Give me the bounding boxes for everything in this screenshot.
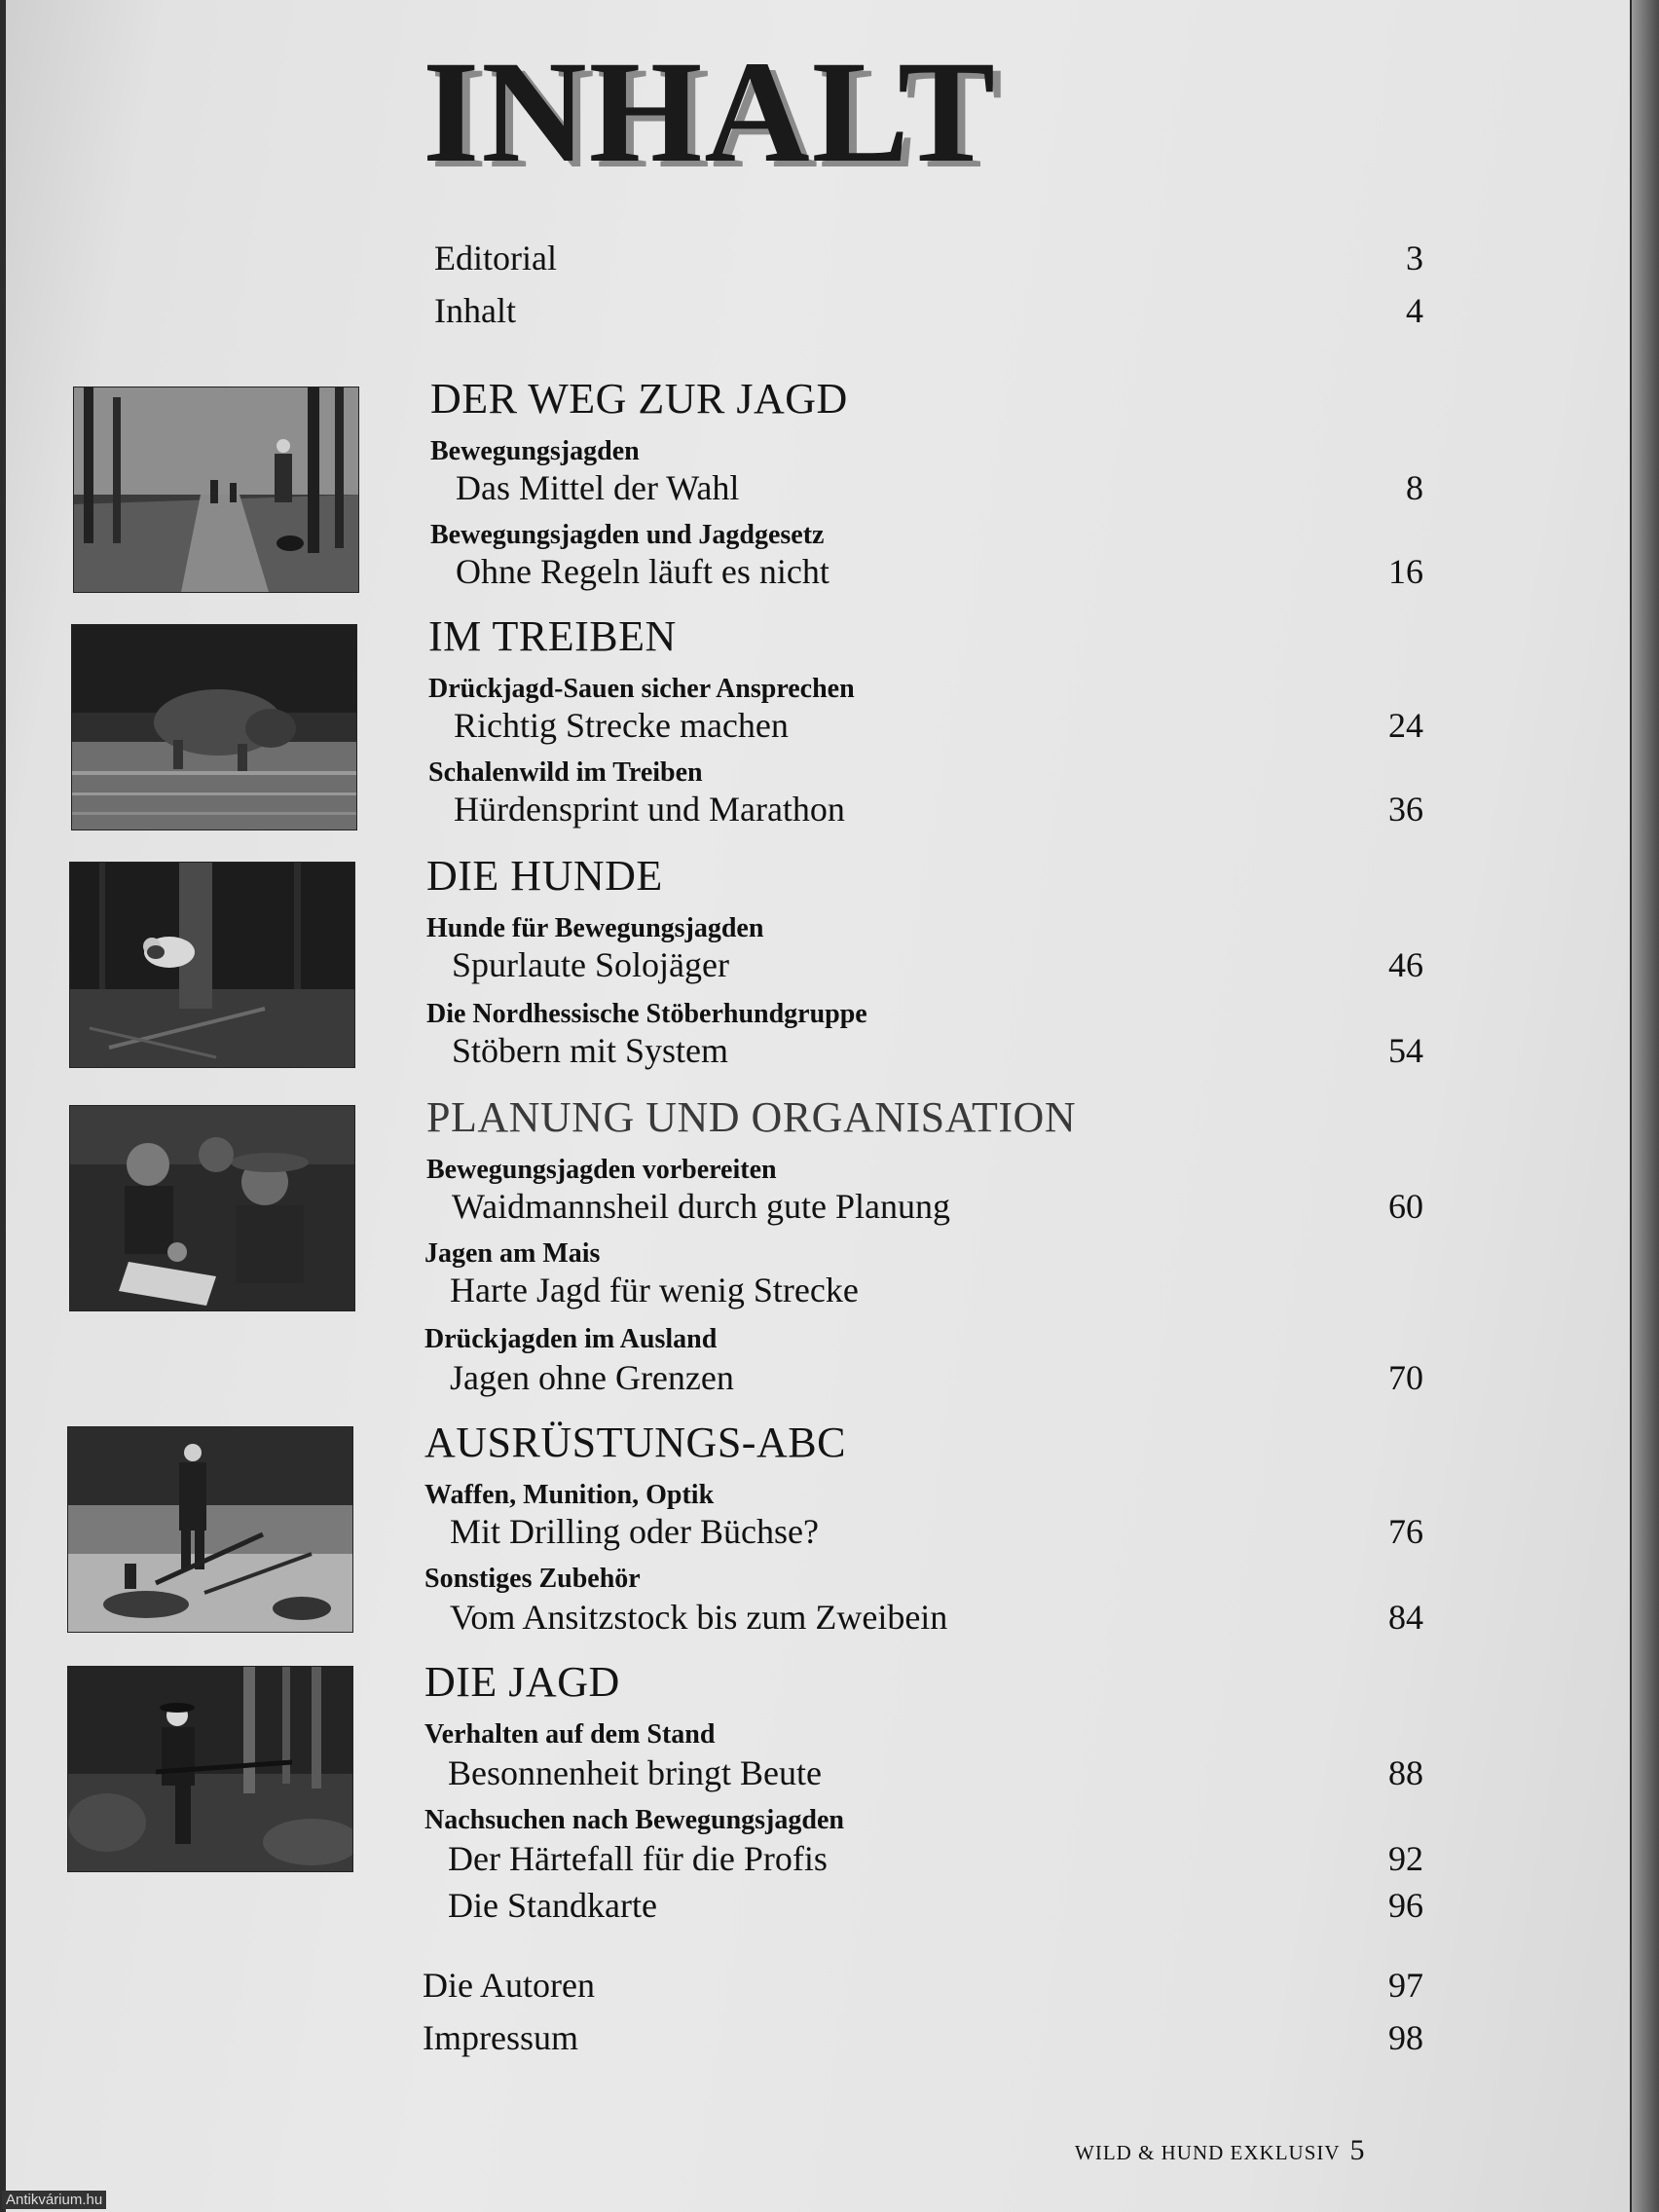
entry-title: Hürdensprint und Marathon: [454, 790, 845, 829]
page-title: INHALT: [423, 31, 998, 193]
toc-entry-article[interactable]: [6, 467, 1423, 514]
entry-page: 84: [1388, 1598, 1423, 1637]
entry-title: Mit Drilling oder Büchse?: [450, 1512, 819, 1551]
article-kicker: Waffen, Munition, Optik: [424, 1480, 715, 1510]
toc-entry-article[interactable]: [6, 1186, 1423, 1233]
toc-entry-article[interactable]: [6, 1030, 1423, 1077]
entry-title: Das Mittel der Wahl: [456, 468, 740, 507]
entry-page: 36: [1388, 790, 1423, 829]
article-kicker: Nachsuchen nach Bewegungsjagden: [424, 1805, 844, 1835]
entry-title: Spurlaute Solojäger: [452, 945, 729, 984]
article-kicker: Drückjagd-Sauen sicher Ansprechen: [428, 674, 855, 704]
entry-title: Der Härtefall für die Profis: [448, 1839, 828, 1878]
entry-page: 8: [1406, 468, 1423, 507]
publication-name: WILD & HUND EXKLUSIV: [1075, 2141, 1341, 2164]
entry-title: Inhalt: [434, 291, 516, 330]
entry-title: Vom Ansitzstock bis zum Zweibein: [450, 1598, 948, 1637]
toc-entry-article[interactable]: [6, 1885, 1423, 1932]
section-heading: DIE JAGD: [424, 1658, 620, 1706]
entry-title: Waidmannsheil durch gute Planung: [452, 1187, 950, 1226]
entry-title: Editorial: [434, 239, 557, 277]
section-heading: DIE HUNDE: [426, 852, 663, 900]
toc-entry-article[interactable]: [6, 1270, 1423, 1316]
article-kicker: Verhalten auf dem Stand: [424, 1719, 716, 1750]
toc-entry-article[interactable]: [6, 789, 1423, 835]
entry-page: 96: [1388, 1886, 1423, 1925]
entry-page: 76: [1388, 1512, 1423, 1551]
article-kicker: Bewegungsjagden: [430, 436, 640, 466]
entry-title: Die Autoren: [423, 1966, 595, 2005]
entry-title: Richtig Strecke machen: [454, 706, 789, 745]
toc-entry-editorial[interactable]: [434, 238, 1423, 284]
toc-entry-article[interactable]: [6, 1752, 1423, 1799]
article-kicker: Jagen am Mais: [424, 1238, 601, 1269]
toc-entry-article[interactable]: [6, 1357, 1423, 1404]
watermark: Antikvárium.hu: [2, 2191, 106, 2209]
entry-page: 92: [1388, 1839, 1423, 1878]
toc-entry-article[interactable]: [6, 1511, 1423, 1558]
toc-entry-autoren[interactable]: [423, 1965, 1423, 2011]
section-heading: IM TREIBEN: [428, 612, 677, 660]
page-footer: [1075, 2134, 1366, 2167]
toc-entry-article[interactable]: [6, 944, 1423, 991]
entry-page: 3: [1406, 239, 1423, 277]
entry-title: Jagen ohne Grenzen: [450, 1358, 734, 1397]
entry-page: 24: [1388, 706, 1423, 745]
section-heading: DER WEG ZUR JAGD: [430, 375, 848, 423]
entry-title: Besonnenheit bringt Beute: [448, 1753, 822, 1792]
entry-title: Die Standkarte: [448, 1886, 657, 1925]
section-heading: PLANUNG UND ORGANISATION: [426, 1093, 1077, 1141]
entry-page: 60: [1388, 1187, 1423, 1226]
entry-title: Ohne Regeln läuft es nicht: [456, 552, 830, 591]
entry-page: 16: [1388, 552, 1423, 591]
toc-entry-inhalt[interactable]: [434, 290, 1423, 337]
article-kicker: Hunde für Bewegungsjagden: [426, 913, 764, 943]
article-kicker: Schalenwild im Treiben: [428, 757, 703, 788]
entry-title: Impressum: [423, 2018, 578, 2057]
page-edge-shadow: [1632, 0, 1659, 2212]
toc-entry-article[interactable]: [6, 705, 1423, 752]
entry-page: 97: [1388, 1966, 1423, 2005]
article-kicker: Drückjagden im Ausland: [424, 1324, 718, 1354]
entry-page: 98: [1388, 2018, 1423, 2057]
section-heading: AUSRÜSTUNGS-ABC: [424, 1419, 846, 1466]
entry-page: 46: [1388, 945, 1423, 984]
page-number: 5: [1349, 2134, 1366, 2166]
article-kicker: Die Nordhessische Stöberhundgruppe: [426, 999, 867, 1029]
toc-entry-impressum[interactable]: [423, 2017, 1423, 2064]
article-kicker: Bewegungsjagden und Jagdgesetz: [430, 520, 825, 550]
magazine-page: [6, 0, 1630, 2212]
toc-entry-article[interactable]: [6, 551, 1423, 598]
toc-entry-article[interactable]: [6, 1838, 1423, 1885]
entry-title: Stöbern mit System: [452, 1031, 729, 1070]
entry-title: Harte Jagd für wenig Strecke: [450, 1271, 859, 1309]
article-kicker: Sonstiges Zubehör: [424, 1564, 641, 1594]
entry-page: 4: [1406, 291, 1423, 330]
toc-entry-article[interactable]: [6, 1597, 1423, 1643]
entry-page: 70: [1388, 1358, 1423, 1397]
article-kicker: Bewegungsjagden vorbereiten: [426, 1155, 777, 1185]
entry-page: 54: [1388, 1031, 1423, 1070]
entry-page: 88: [1388, 1753, 1423, 1792]
